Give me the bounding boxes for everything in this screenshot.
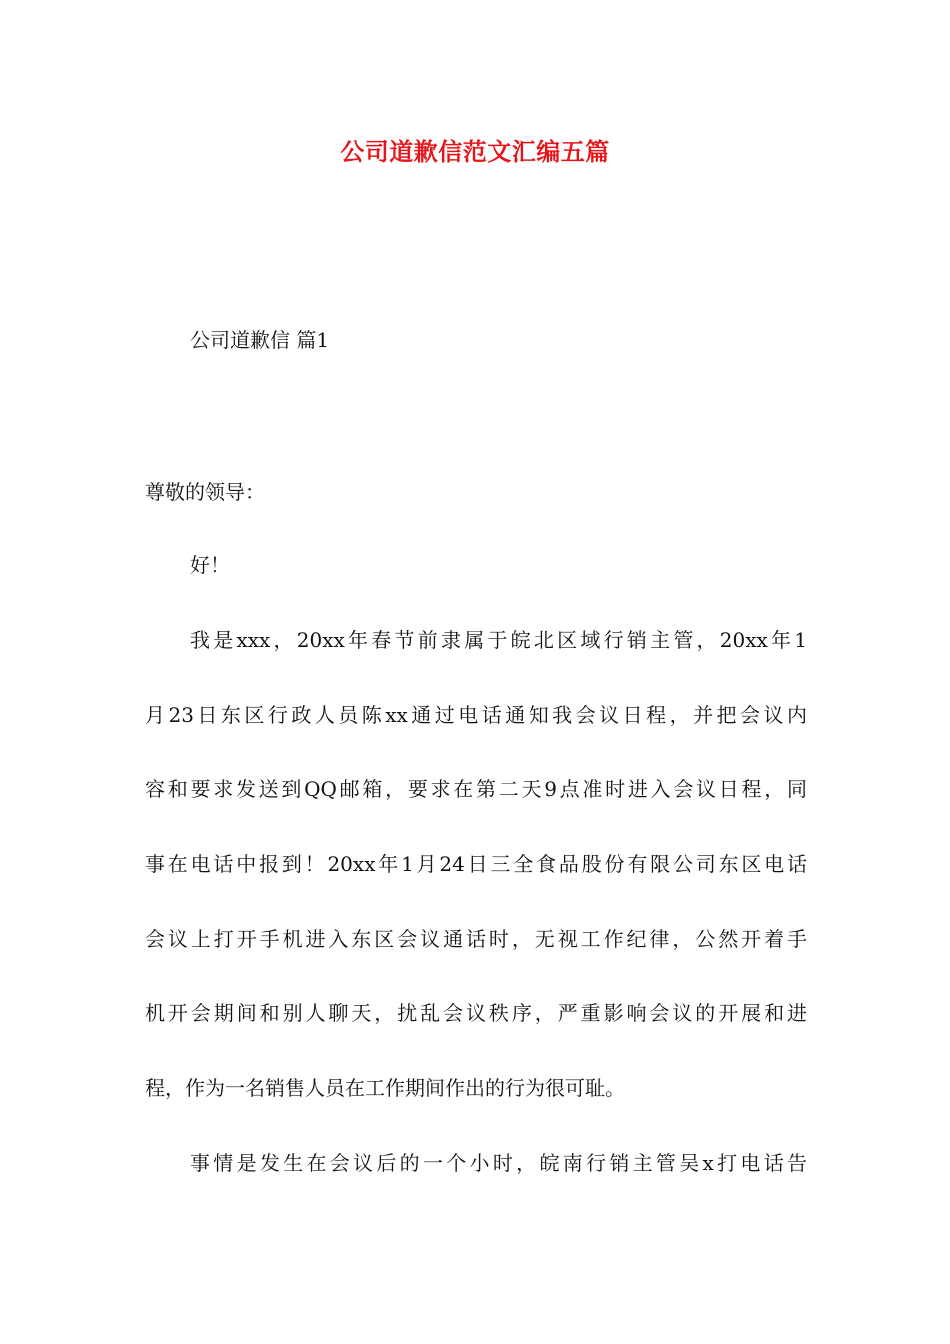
- section-heading: 公司道歉信 篇1: [190, 328, 330, 352]
- page-title: 公司道歉信范文汇编五篇: [340, 137, 610, 166]
- paragraph-line: 程，作为一名销售人员在工作期间作出的行为很可耻。: [145, 1076, 625, 1100]
- greeting: 好！: [190, 553, 230, 577]
- paragraph-line: 月23日东区行政人员陈xx通过电话通知我会议日程，并把会议内: [145, 703, 807, 727]
- salutation: 尊敬的领导：: [145, 480, 265, 504]
- paragraph-line: 容和要求发送到QQ邮箱，要求在第二天9点准时进入会议日程，同: [145, 777, 807, 801]
- paragraph-line: 事情是发生在会议后的一个小时，皖南行销主管吴x打电话告: [190, 1151, 807, 1175]
- paragraph-line: 我是xxx，20xx年春节前隶属于皖北区域行销主管，20xx年1: [190, 628, 807, 652]
- paragraph-line: 机开会期间和别人聊天，扰乱会议秩序，严重影响会议的开展和进: [145, 1001, 807, 1025]
- paragraph-line: 会议上打开手机进入东区会议通话时，无视工作纪律，公然开着手: [145, 927, 807, 951]
- paragraph-line: 事在电话中报到！20xx年1月24日三全食品股份有限公司东区电话: [145, 852, 807, 876]
